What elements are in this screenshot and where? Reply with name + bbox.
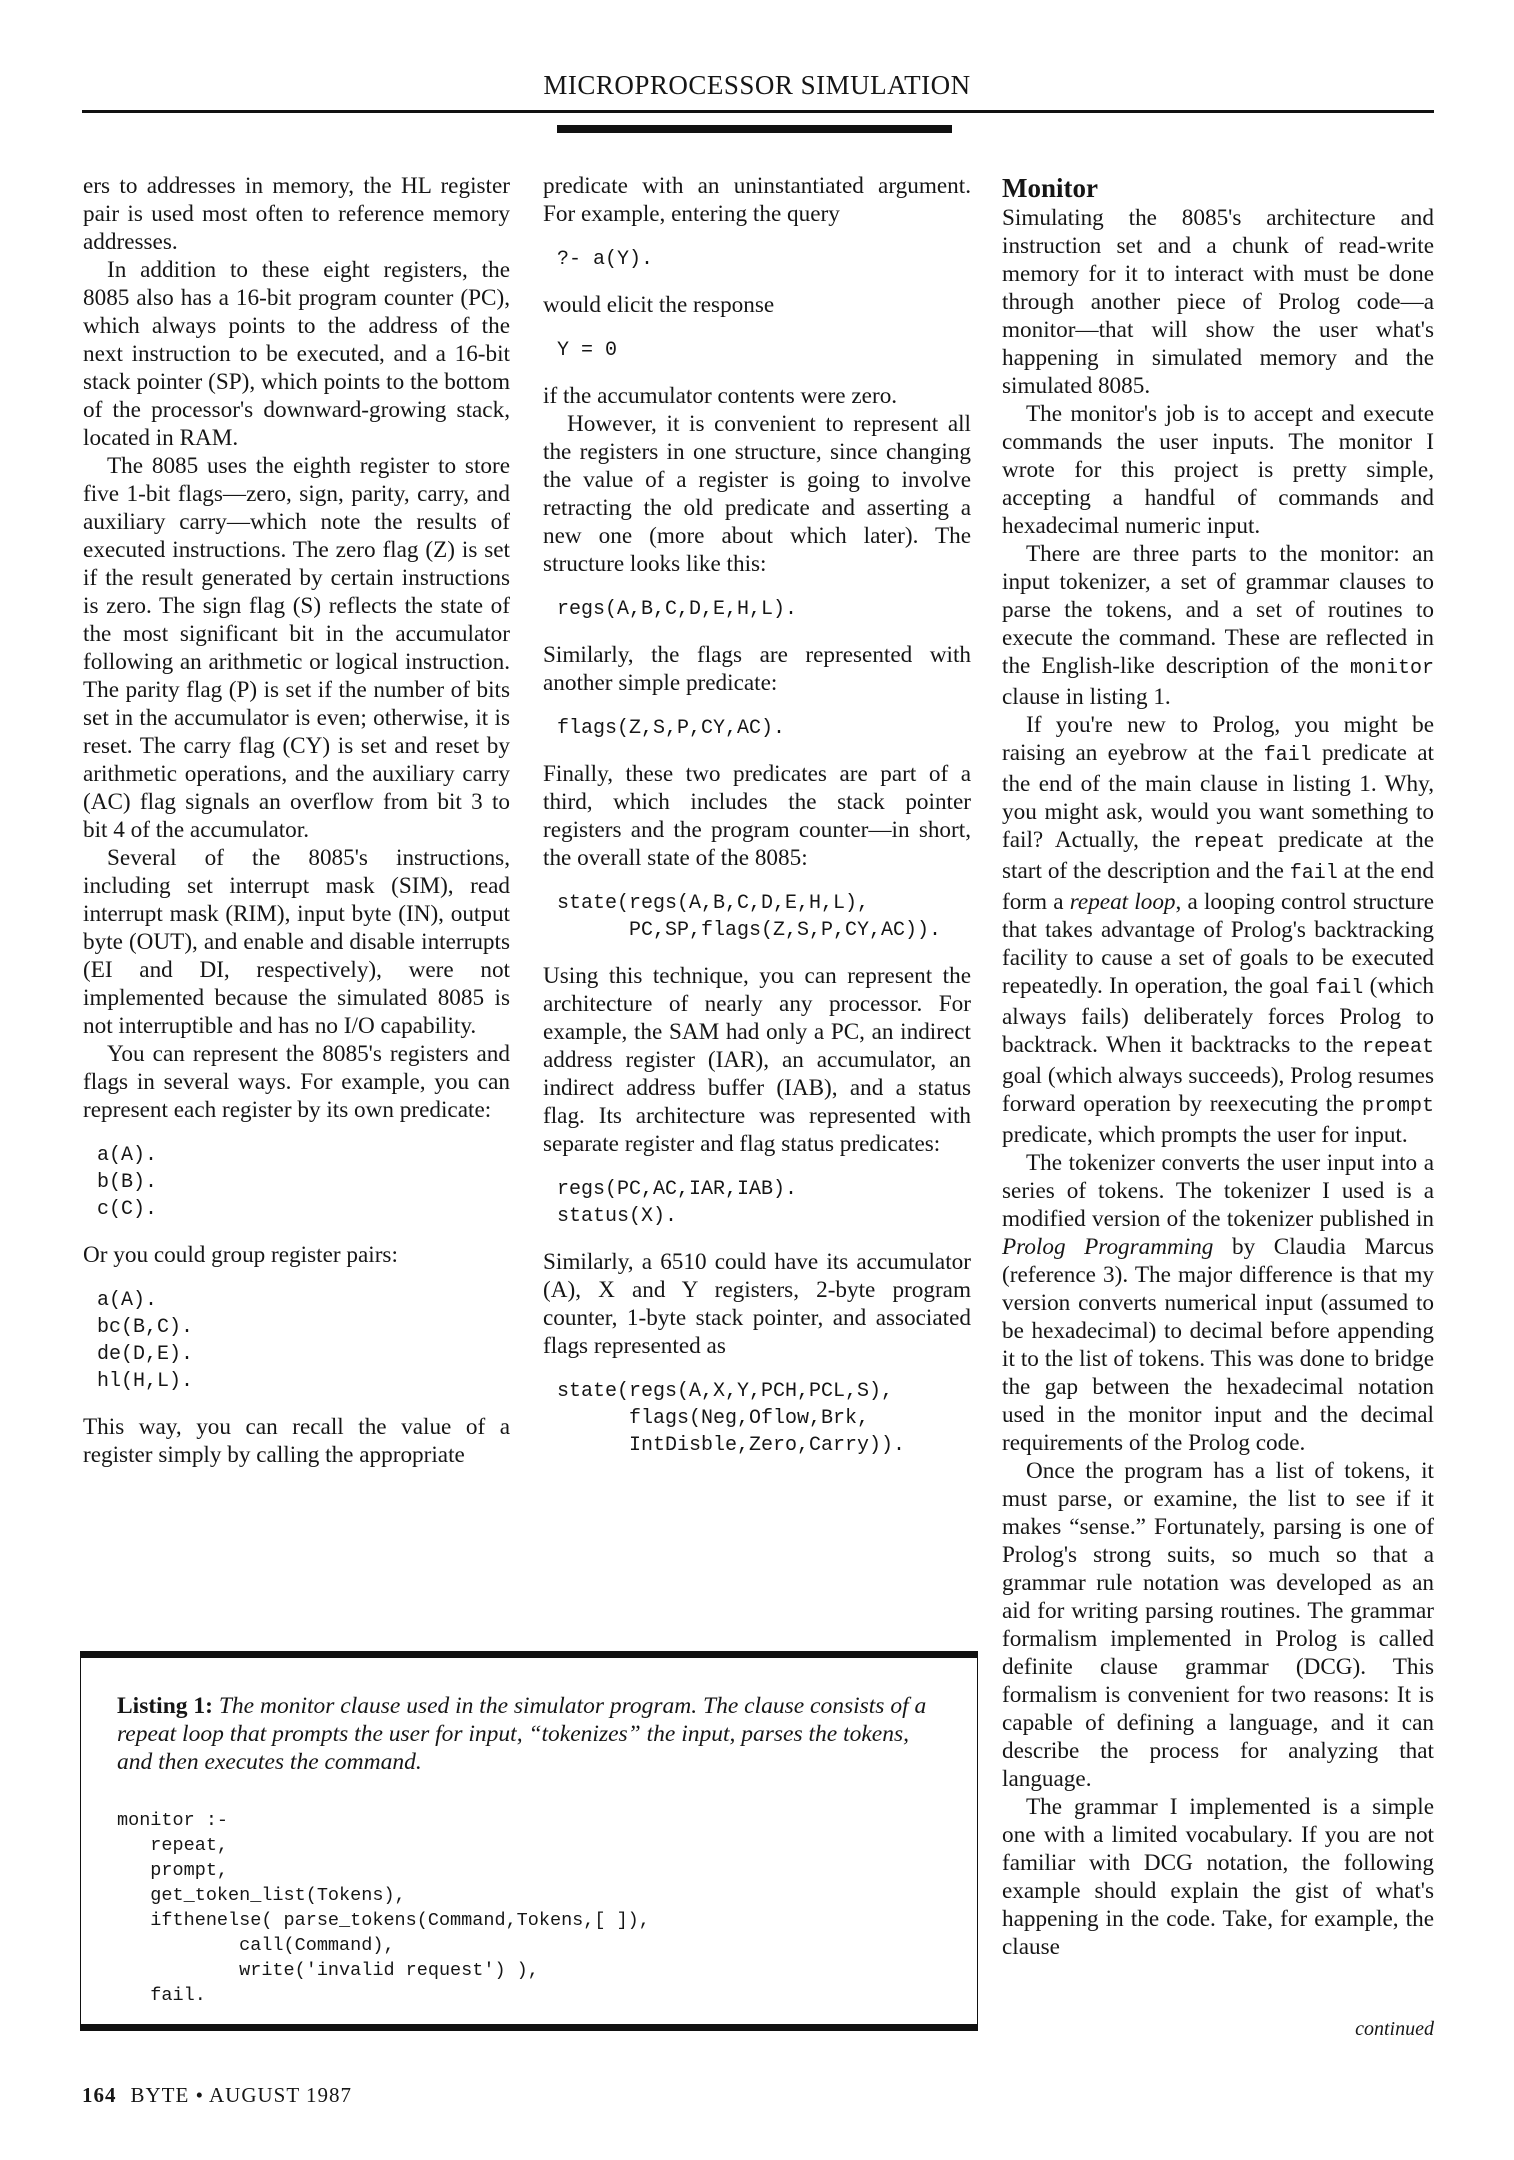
paragraph xyxy=(1002,711,1434,1149)
text-run: ers to addresses in memory, the HL register pair is used most often to reference memory addresses. xyxy=(83,173,510,255)
text-run: There are three parts to the monitor: an input tokenizer, a set of grammar clauses to parse the tokens, and a set of routines to execute the command. These are reflected in the English-like description of the xyxy=(1002,541,1434,679)
inline-code: monitor xyxy=(1349,657,1434,680)
paragraph xyxy=(1002,1149,1434,1457)
text-run: Or you could group register pairs: xyxy=(83,1242,398,1268)
code-line: a(A). xyxy=(97,1289,158,1312)
text-run: (which always fails) deliberately forces Prolog to backtrack. When it backtracks to the xyxy=(1002,973,1434,1058)
code-line: flags(Neg,Oflow,Brk, xyxy=(557,1407,870,1430)
inline-code: repeat xyxy=(1361,1036,1434,1059)
paragraph xyxy=(543,172,971,228)
code-line: Y = 0 xyxy=(557,339,618,362)
paragraph xyxy=(543,382,971,410)
code-block xyxy=(557,715,971,742)
code-line: IntDisble,Zero,Carry)). xyxy=(557,1434,906,1457)
code-block xyxy=(557,1176,971,1230)
text-run: predicate with an uninstantiated argument. For example, entering the query xyxy=(543,173,971,227)
code-block xyxy=(557,596,971,623)
listing-label: Listing 1: xyxy=(117,1693,213,1719)
paragraph xyxy=(83,1040,510,1124)
code-line: regs(PC,AC,IAR,IAB). xyxy=(557,1178,798,1201)
inline-code: fail xyxy=(1315,977,1364,1000)
code-block xyxy=(557,890,971,944)
paragraph xyxy=(83,1413,510,1469)
paragraph xyxy=(83,172,510,256)
text-run: Using this technique, you can represent the architecture of nearly any processor. For example, the SAM had only a PC, an indirect address register (IAR), an accumulator, an indirect address buffer (IAB), and a status flag. Its architecture was represented with separate register and flag status predicates: xyxy=(543,963,971,1157)
text-run: If you're new to Prolog, you might be raising an eyebrow at the xyxy=(1002,712,1434,766)
text-run: The tokenizer converts the user input into a series of tokens. The tokenizer I used is a modified version of the tokenizer published in xyxy=(1002,1150,1434,1232)
header-bar xyxy=(557,125,952,133)
text-run: would elicit the response xyxy=(543,292,775,318)
code-block xyxy=(557,1378,971,1459)
text-run: by Claudia Marcus (reference 3). The major difference is that my version converts numerical input (assumed to be hexadecimal) to decimal before appending it to the list of tokens. This was done to bridge the gap between the hexadecimal notation used in the monitor input and the decimal requirements of the Prolog code. xyxy=(1002,1234,1434,1456)
code-line: PC,SP,flags(Z,S,P,CY,AC)). xyxy=(557,919,942,942)
publication-line: BYTE • AUGUST 1987 xyxy=(130,2083,353,2107)
paragraph xyxy=(543,410,971,578)
code-block xyxy=(97,1287,510,1395)
text-run: predicate at the start of the description and the xyxy=(1002,827,1434,884)
paragraph xyxy=(83,452,510,844)
listing-caption-text: The monitor clause used in the simulator program. The clause consists of a repeat loop that prompts the user for input, “tokenizes” the input, parses the tokens, and then executes the command. xyxy=(117,1693,927,1775)
code-block xyxy=(557,246,971,273)
page-footer xyxy=(82,2083,352,2108)
paragraph xyxy=(1002,540,1434,711)
code-line: c(C). xyxy=(97,1198,158,1221)
text-run: You can represent the 8085's registers and flags in several ways. For example, you can represent each register by its own predicate: xyxy=(83,1041,510,1123)
inline-code: fail xyxy=(1263,744,1312,767)
code-block xyxy=(97,1142,510,1223)
text-run: However, it is convenient to represent all the registers in one structure, since changing the value of a register is going to involve retracting the old predicate and asserting a new one (more about which later). The structure looks like this: xyxy=(543,411,971,577)
listing-box xyxy=(80,1651,978,2031)
text-run: predicate, which prompts the user for input. xyxy=(1002,1122,1408,1148)
code-line: flags(Z,S,P,CY,AC). xyxy=(557,717,786,740)
text-run: The 8085 uses the eighth register to store five 1-bit flags—zero, sign, parity, carry, and auxiliary carry—which note the results of executed instructions. The zero flag (Z) is set if the result generated by certain instructions is zero. The sign flag (S) reflects the state of the most significant bit in the accumulator following an arithmetic or logical instruction. The parity flag (P) is set if the number of bits set in the accumulator is even; otherwise, it is reset. The carry flag (CY) is set and reset by arithmetic operations, and the auxiliary carry (AC) flag signals an overflow from bit 3 to bit 4 of the accumulator. xyxy=(83,453,510,843)
code-line: de(D,E). xyxy=(97,1343,194,1366)
header-rule xyxy=(82,110,1434,113)
inline-code: repeat xyxy=(1193,831,1266,854)
text-run: This way, you can recall the value of a register simply by calling the appropriate xyxy=(83,1414,510,1468)
paragraph xyxy=(83,256,510,452)
page-number: 164 xyxy=(82,2083,117,2107)
inline-code: fail xyxy=(1289,862,1338,885)
text-run: if the accumulator contents were zero. xyxy=(543,383,898,409)
text-run: clause in listing 1. xyxy=(1002,684,1171,710)
code-line: state(regs(A,X,Y,PCH,PCL,S), xyxy=(557,1380,894,1403)
listing-caption xyxy=(117,1692,947,1776)
code-block xyxy=(557,337,971,364)
text-run: Similarly, the flags are represented with another simple predicate: xyxy=(543,642,971,696)
column-2 xyxy=(543,172,971,1477)
column-1 xyxy=(83,172,510,1469)
listing-code: monitor :- repeat, prompt, get_token_list(Tokens), ifthenelse( parse_tokens(Command,Tokens,[ ]), call(Command), write('invalid request') ), fail. xyxy=(117,1810,650,2006)
paragraph xyxy=(543,641,971,697)
paragraph xyxy=(1002,1457,1434,1793)
paragraph xyxy=(1002,400,1434,540)
text-run: goal (which always succeeds), Prolog resumes forward operation by reexecuting the xyxy=(1002,1063,1434,1117)
text-run: The grammar I implemented is a simple one with a limited vocabulary. If you are not familiar with DCG notation, the following example should explain the gist of what's happening in the code. Take, for example, the clause xyxy=(1002,1794,1434,1960)
code-line: status(X). xyxy=(557,1205,678,1228)
paragraph xyxy=(1002,204,1434,400)
column-3 xyxy=(1002,172,1434,1961)
section-heading: Monitor xyxy=(1002,173,1098,203)
text-run: at the end form a xyxy=(1002,858,1434,915)
emphasis: Prolog Programming xyxy=(1002,1234,1214,1260)
text-run: The monitor's job is to accept and execute commands the user inputs. The monitor I wrote for this project is pretty simple, accepting a handful of commands and hexadecimal numeric input. xyxy=(1002,401,1434,539)
text-run: Simulating the 8085's architecture and instruction set and a chunk of read-write memory for it to interact with must be done through another piece of Prolog code—a monitor—that will show the user what's happening in simulated memory and the simulated 8085. xyxy=(1002,205,1434,399)
code-line: b(B). xyxy=(97,1171,158,1194)
text-run: In addition to these eight registers, the 8085 also has a 16-bit program counter (PC), which always points to the address of the next instruction to be executed, and a 16-bit stack pointer (SP), which points to the bottom of the processor's downward-growing stack, located in RAM. xyxy=(83,257,510,451)
code-line: hl(H,L). xyxy=(97,1370,194,1393)
code-line: bc(B,C). xyxy=(97,1316,194,1339)
code-line: ?- a(Y). xyxy=(557,248,654,271)
paragraph xyxy=(1002,1793,1434,1961)
code-line: regs(A,B,C,D,E,H,L). xyxy=(557,598,798,621)
inline-code: prompt xyxy=(1361,1095,1434,1118)
running-header: MICROPROCESSOR SIMULATION xyxy=(543,70,971,100)
paragraph xyxy=(83,844,510,1040)
text-run: predicate at the end of the main clause in listing 1. Why, you might ask, would you want something to fail? Actually, the xyxy=(1002,740,1435,853)
code-line: state(regs(A,B,C,D,E,H,L), xyxy=(557,892,870,915)
emphasis: repeat loop xyxy=(1069,889,1176,915)
text-run: , a looping control structure that takes advantage of Prolog's backtracking facility to cause a set of goals to be executed repeatedly. In operation, the goal xyxy=(1002,889,1434,999)
continued-note: continued xyxy=(1355,2018,1434,2040)
text-run: Several of the 8085's instructions, including set interrupt mask (SIM), read interrupt mask (RIM), input byte (IN), output byte (OUT), and enable and disable interrupts (EI and DI, respectively), were not implemented because the simulated 8085 is not interruptible and has no I/O capability. xyxy=(83,845,510,1039)
paragraph xyxy=(83,1241,510,1269)
text-run: Finally, these two predicates are part of a third, which includes the stack pointer registers and the program counter—in short, the overall state of the 8085: xyxy=(543,761,971,871)
text-run: Once the program has a list of tokens, it must parse, or examine, the list to see if it makes “sense.” Fortunately, parsing is one of Prolog's strong suits, so much so that a grammar rule notation was developed as an aid for writing parsing routines. The grammar formalism implemented in Prolog is called definite clause grammar (DCG). This formalism is convenient for two reasons: It is capable of defining a language, and it can describe the process for analyzing that language. xyxy=(1002,1458,1434,1792)
code-line: a(A). xyxy=(97,1144,158,1167)
paragraph xyxy=(543,291,971,319)
paragraph xyxy=(543,1248,971,1360)
text-run: Similarly, a 6510 could have its accumulator (A), X and Y registers, 2-byte program counter, 1-byte stack pointer, and associated flags represented as xyxy=(543,1249,971,1359)
paragraph xyxy=(543,760,971,872)
paragraph xyxy=(543,962,971,1158)
